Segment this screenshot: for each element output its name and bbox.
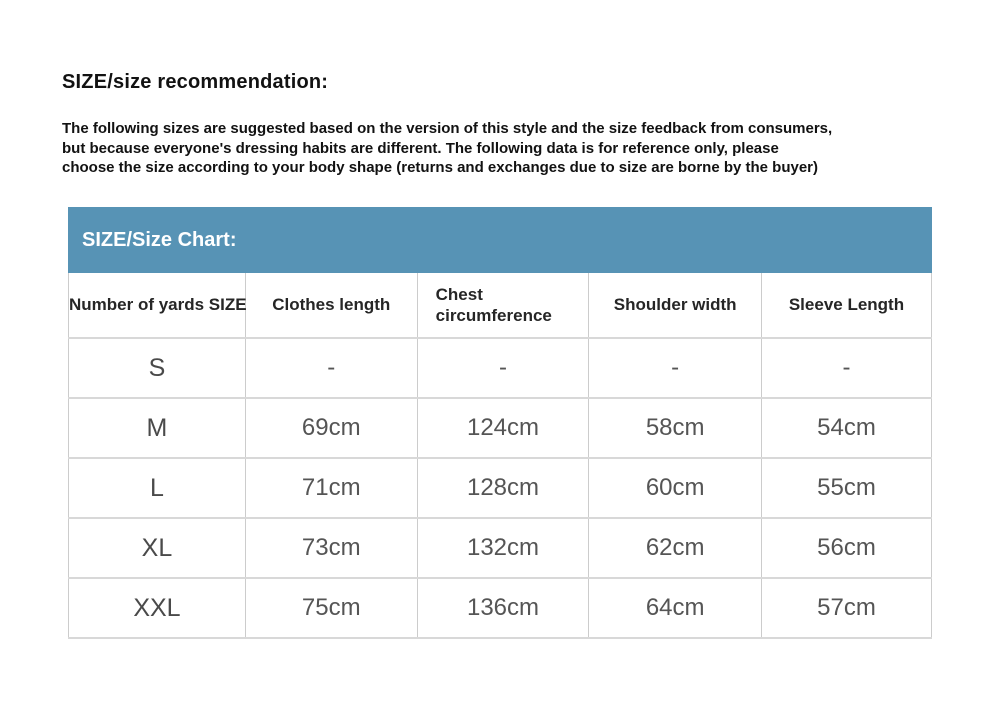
table-row [69,338,932,398]
size-chart-title: SIZE/Size Chart: [82,228,237,251]
value-cell: - [761,338,931,398]
value-cell: 62cm [589,518,762,578]
column-header-clothes-length: Clothes length [245,273,417,338]
size-chart [68,207,932,639]
size-cell: XL [69,518,246,578]
column-header-chest-circumference: Chest circumference [417,273,589,338]
size-table [68,273,932,639]
size-description-line: The following sizes are suggested based on the version of this style and the size feedback from consumers, [62,120,833,137]
size-description [62,119,832,178]
value-cell: 132cm [417,518,589,578]
size-cell: S [69,338,246,398]
size-description-line: choose the size according to your body shape (returns and exchanges due to size are borne by the buyer) [62,159,819,176]
value-cell: 57cm [761,578,931,638]
value-cell: - [589,338,762,398]
value-cell: - [417,338,589,398]
size-cell: L [69,458,246,518]
column-header-sleeve-length: Sleeve Length [761,273,931,338]
size-cell: M [69,398,246,458]
value-cell: 60cm [589,458,762,518]
column-header-size: Number of yards SIZE [69,273,246,338]
value-cell: 56cm [761,518,931,578]
value-cell: 71cm [245,458,417,518]
value-cell: 64cm [589,578,762,638]
value-cell: 69cm [245,398,417,458]
table-row [69,458,932,518]
value-cell: 55cm [761,458,931,518]
value-cell: 75cm [245,578,417,638]
value-cell: 73cm [245,518,417,578]
table-row [69,578,932,638]
value-cell: 54cm [761,398,931,458]
value-cell: 58cm [589,398,762,458]
table-row [69,518,932,578]
value-cell: - [245,338,417,398]
table-header-row [69,273,932,338]
value-cell: 128cm [417,458,589,518]
size-cell: XXL [69,578,246,638]
column-header-shoulder-width: Shoulder width [589,273,762,338]
size-chart-title-bar [68,207,932,273]
size-description-line: but because everyone's dressing habits are different. The following data is for reference only, please [62,139,779,157]
value-cell: 124cm [417,398,589,458]
page-title: SIZE/size recommendation: [62,71,329,93]
table-row [69,398,932,458]
value-cell: 136cm [417,578,589,638]
